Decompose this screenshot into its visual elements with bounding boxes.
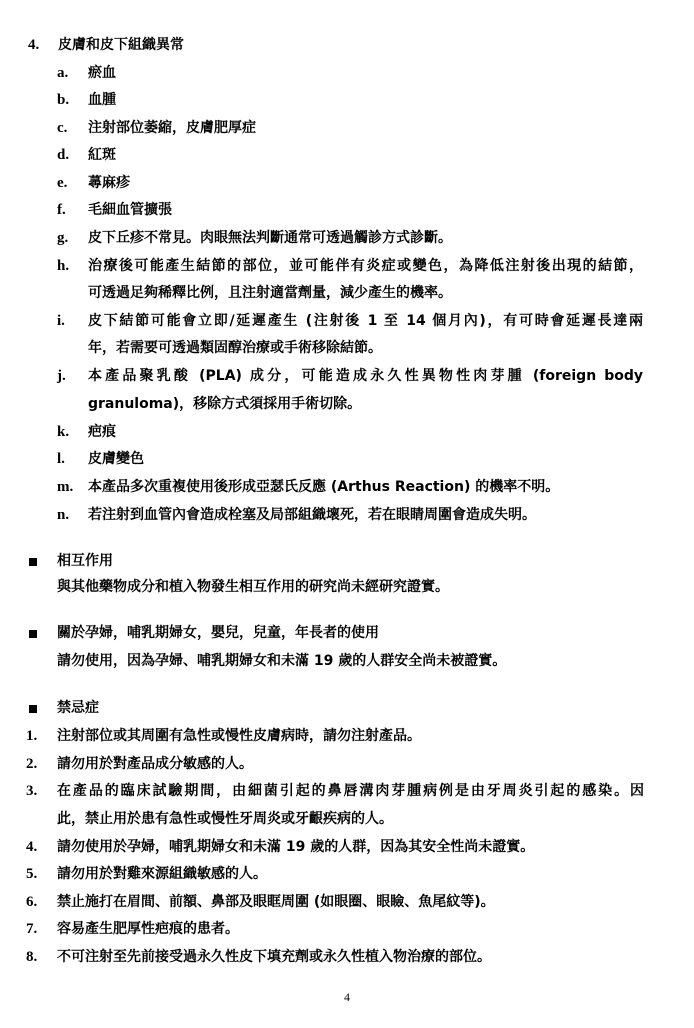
item-text: 若注射到血管內會造成栓塞及局部組織壞死，若在眼睛周圍會造成失明。	[88, 507, 536, 523]
item-text: 瘀血	[88, 65, 116, 81]
list-item	[26, 782, 644, 800]
item-text: 注射部位萎縮，皮膚肥厚症	[88, 120, 256, 136]
section-title: 關於孕婦，哺乳期婦女，嬰兒，兒童，年長者的使用	[57, 625, 379, 641]
page-number: 4	[344, 990, 350, 1004]
list-item	[57, 423, 116, 441]
item-text: 不可注射至先前接受過永久性皮下填充劑或永久性植入物治療的部位。	[57, 949, 491, 965]
item-text: 請勿用於對雞來源組織敏感的人。	[57, 866, 267, 882]
list-item	[57, 229, 452, 247]
item-text: 注射部位或其周圍有急性或慢性皮膚病時，請勿注射產品。	[57, 728, 421, 744]
special-populations-heading	[57, 624, 379, 642]
item-text: 禁止施打在眉間、前額、鼻部及眼眶周圍 (如眼圈、眼瞼、魚尾紋等)。	[57, 894, 495, 910]
item-text: 治療後可能產生結節的部位，並可能伴有炎症或變色，為降低注射後出現的結節，	[88, 258, 643, 274]
item-label: c.	[57, 120, 68, 136]
item-text: 皮膚變色	[88, 451, 144, 467]
list-item	[26, 865, 267, 883]
item-label: 2.	[26, 756, 38, 772]
list-item	[26, 920, 239, 938]
item-text-continuation: granuloma)，移除方式須採用手術切除。	[88, 396, 362, 412]
item-text: 血腫	[88, 92, 116, 108]
item-label: d.	[57, 147, 70, 163]
item-text: 毛細血管擴張	[88, 202, 172, 218]
list-item	[26, 893, 495, 911]
section-title: 相互作用	[57, 553, 113, 569]
item-label: g.	[57, 230, 69, 246]
list-item	[57, 312, 643, 330]
list-item	[26, 727, 421, 745]
list-item	[57, 146, 116, 164]
item-label: 5.	[26, 866, 38, 882]
section-title: 皮膚和皮下組織異常	[58, 37, 184, 53]
list-item	[57, 506, 536, 524]
item-text-continuation: 此，禁止用於患有急性或慢性牙周炎或牙齦疾病的人。	[57, 811, 393, 827]
square-bullet-icon	[29, 630, 37, 638]
section-4-heading	[28, 36, 184, 54]
contraindications-heading	[57, 699, 99, 717]
item-text: 本產品多次重複使用後形成亞瑟氏反應 (Arthus Reaction) 的機率不明。	[88, 479, 560, 495]
item-text: 蕁麻疹	[88, 175, 130, 191]
item-text: 請勿使用於孕婦，哺乳期婦女和未滿 19 歲的人群，因為其安全性尚未證實。	[57, 839, 535, 855]
list-item	[26, 948, 491, 966]
item-label: a.	[57, 65, 69, 81]
item-label: 4.	[26, 839, 38, 855]
item-label: 8.	[26, 949, 38, 965]
list-item	[57, 201, 172, 219]
section-title: 禁忌症	[57, 700, 99, 716]
list-item	[57, 257, 643, 275]
item-label: 7.	[26, 921, 38, 937]
item-label: 6.	[26, 894, 38, 910]
list-item	[57, 450, 144, 468]
item-text: 容易產生肥厚性疤痕的患者。	[57, 921, 239, 937]
item-label: j.	[57, 368, 66, 384]
item-text-continuation: 可透過足夠稀釋比例，且注射適當劑量，減少產生的機率。	[88, 285, 452, 301]
item-label: n.	[57, 507, 70, 523]
square-bullet-icon	[29, 705, 37, 713]
item-text: 在產品的臨床試驗期間，由細菌引起的鼻唇溝肉芽腫病例是由牙周炎引起的感染。因	[57, 783, 644, 799]
item-text: 皮下丘疹不常見。肉眼無法判斷通常可透過觸診方式診斷。	[88, 230, 452, 246]
list-item	[57, 478, 559, 496]
item-text: 疤痕	[88, 424, 116, 440]
section-number: 4.	[28, 37, 40, 53]
item-label: k.	[57, 424, 70, 440]
item-text: 紅斑	[88, 147, 116, 163]
item-text-continuation: 年，若需要可透過類固醇治療或手術移除結節。	[88, 340, 382, 356]
item-text: 本產品聚乳酸 (PLA) 成分，可能造成永久性異物性肉芽腫 (foreign body	[88, 368, 643, 384]
item-label: l.	[57, 451, 65, 467]
interactions-heading	[57, 552, 113, 570]
square-bullet-icon	[29, 558, 37, 566]
item-label: i.	[57, 313, 65, 329]
item-label: m.	[57, 479, 74, 495]
item-label: b.	[57, 92, 70, 108]
special-populations-body: 請勿使用，因為孕婦、哺乳期婦女和未滿 19 歲的人群安全尚未被證實。	[57, 653, 507, 669]
item-label: 3.	[26, 783, 38, 799]
item-label: h.	[57, 258, 70, 274]
list-item	[57, 119, 256, 137]
item-text: 請勿用於對產品成分敏感的人。	[57, 756, 253, 772]
interactions-body: 與其他藥物成分和植入物發生相互作用的研究尚未經研究證實。	[57, 579, 449, 595]
list-item	[57, 91, 116, 109]
list-item	[26, 838, 534, 856]
item-label: 1.	[26, 728, 38, 744]
item-text: 皮下結節可能會立即/延遲產生 (注射後 1 至 14 個月內)，有可時會延遲長達兩	[88, 313, 643, 329]
item-label: f.	[57, 202, 66, 218]
item-label: e.	[57, 175, 68, 191]
list-item	[26, 755, 253, 773]
list-item	[57, 174, 130, 192]
list-item	[57, 367, 643, 385]
list-item	[57, 64, 116, 82]
